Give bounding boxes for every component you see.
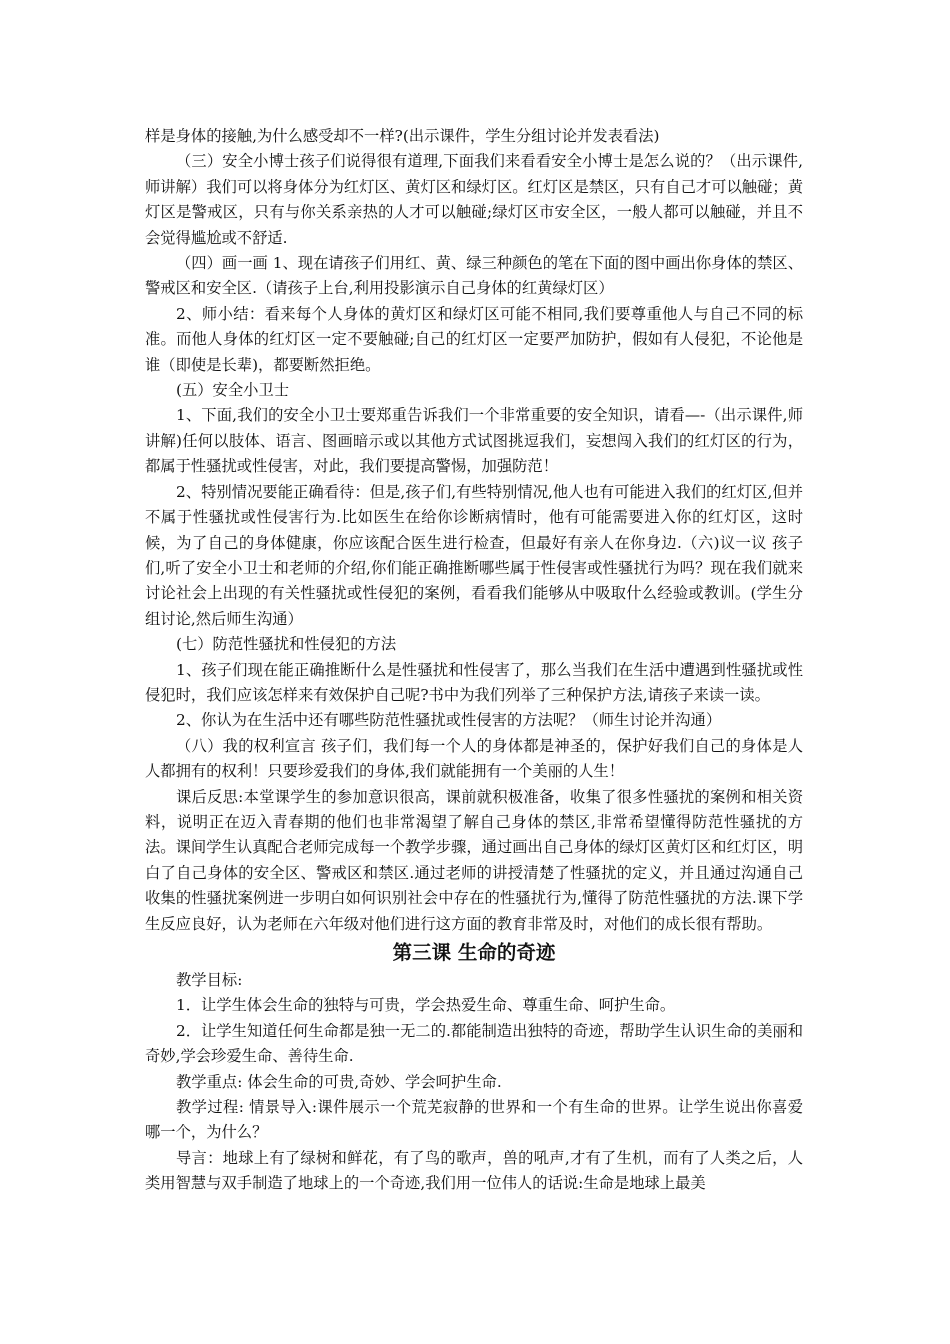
paragraph-objective-1: 1．让学生体会生命的独特与可贵，学会热爱生命、尊重生命、呵护生命。: [176, 996, 676, 1015]
document-page: [145, 124, 803, 1197]
paragraph-section-8: （八）我的权利宣言 孩子们，我们每一个人的身体都是神圣的，保护好我们自己的身体是人人都拥有的权利！只要珍爱我们的身体,我们就能拥有一个美丽的人生！: [145, 736, 803, 781]
paragraph-objective-2: 2．让学生知道任何生命都是独一无二的.都能制造出独特的奇迹，帮助学生认识生命的美丽和奇妙,学会珍爱生命、善待生命.: [145, 1021, 803, 1066]
paragraph-objectives-heading: 教学目标:: [176, 971, 243, 989]
paragraph-section-7-item-1: 1、孩子们现在能正确推断什么是性骚扰和性侵害了，那么当我们在生活中遭遇到性骚扰或性侵犯时，我们应该怎样来有效保护自己呢?书中为我们列举了三种保护方法,请孩子来读一读。: [145, 660, 803, 704]
paragraph-reflection: 课后反思:本堂课学生的参加意识很高，课前就积极准备，收集了很多性骚扰的案例和相关资料，说明正在迈入青春期的他们也非常渴望了解自己身体的禁区,非常希望懂得防范性骚扰的方法。课间学生认真配合老师完成每一个教学步骤，通过画出自己身体的绿灯区黄灯区和红灯区，明白了自己身体的安全区、警戒区和禁区.通过老师的讲授清楚了性骚扰的定义，并且通过沟通自己收集的性骚扰案例进一步明白如何识别社会中存在的性骚扰行为,懂得了防范性骚扰的方法.课下学生反应良好，认为老师在六年级对他们进行这方面的教育非常及时，对他们的成长很有帮助。: [145, 787, 803, 933]
paragraph-section-3: （三）安全小博士孩子们说得很有道理,下面我们来看看安全小博士是怎么说的？（出示课件,师讲解）我们可以将身体分为红灯区、黄灯区和绿灯区。红灯区是禁区，只有自己才可以触碰；黄灯区是警戒区，只有与你关系亲热的人才可以触碰;绿灯区市安全区，一般人都可以触碰，并且不会觉得尴尬或不舒适.: [145, 152, 803, 247]
paragraph-section-5-heading: (五）安全小卫士: [176, 381, 290, 400]
paragraph-section-4-summary: 2、师小结：看来每个人身体的黄灯区和绿灯区可能不相同,我们要尊重他人与自己不同的标准。而他人身体的红灯区一定不要触碰;自己的红灯区一定要严加防护，假如有人侵犯，不论他是谁（即使是长辈)，都要断然拒绝。: [145, 304, 803, 374]
lesson-title: 第三课 生命的奇迹: [392, 941, 556, 964]
paragraph-intro: 样是身体的接触,为什么感受却不一样?(出示课件，学生分组讨论并发表看法): [145, 127, 660, 145]
paragraph-section-5-item-2: 2、特别情况要能正确看待：但是,孩子们,有些特别情况,他人也有可能进入我们的红灯区,但并不属于性骚扰或性侵害行为.比如医生在给你诊断病情时，他有可能需要进入你的红灯区，这时候，为了自己的身体健康，你应该配合医生进行检查，但最好有亲人在你身边.（六)议一议 孩子们,听了安全小卫士和老师的介绍,你们能正确推断哪些属于性侵害或性骚扰行为吗？现在我们就来讨论社会上出现的有关性骚扰或性侵犯的案例，看看我们能够从中吸取什么经验或教训。(学生分组讨论,然后师生沟通）: [145, 482, 803, 628]
paragraph-section-7-heading: (七）防范性骚扰和性侵犯的方法: [176, 635, 397, 654]
paragraph-introduction: 导言：地球上有了绿树和鲜花，有了鸟的歌声，兽的吼声,才有了生机，而有了人类之后，人类用智慧与双手制造了地球上的一个奇迹,我们用一位伟人的话说:生命是地球上最美: [145, 1148, 803, 1193]
paragraph-section-4: （四）画一画 1、现在请孩子们用红、黄、绿三种颜色的笔在下面的图中画出你身体的禁区、警戒区和安全区.（请孩子上台,利用投影演示自己身体的红黄绿灯区）: [145, 254, 803, 298]
paragraph-key-points: 教学重点: 体会生命的可贵,奇妙、学会呵护生命.: [176, 1072, 502, 1091]
paragraph-section-7-item-2: 2、你认为在生活中还有哪些防范性骚扰或性侵害的方法呢？（师生讨论并沟通）: [176, 711, 722, 730]
paragraph-section-5-item-1: 1、下面,我们的安全小卫士要郑重告诉我们一个非常重要的安全知识，请看—-（出示课件,师讲解)任何以肢体、语言、图画暗示或以其他方式试图挑逗我们，妄想闯入我们的红灯区的行为，都属于性骚扰或性侵害，对此，我们要提高警惕，加强防范！: [145, 406, 803, 476]
paragraph-process: 教学过程: 情景导入:课件展示一个荒芜寂静的世界和一个有生命的世界。让学生说出你喜爱哪一个，为什么？: [145, 1098, 803, 1142]
